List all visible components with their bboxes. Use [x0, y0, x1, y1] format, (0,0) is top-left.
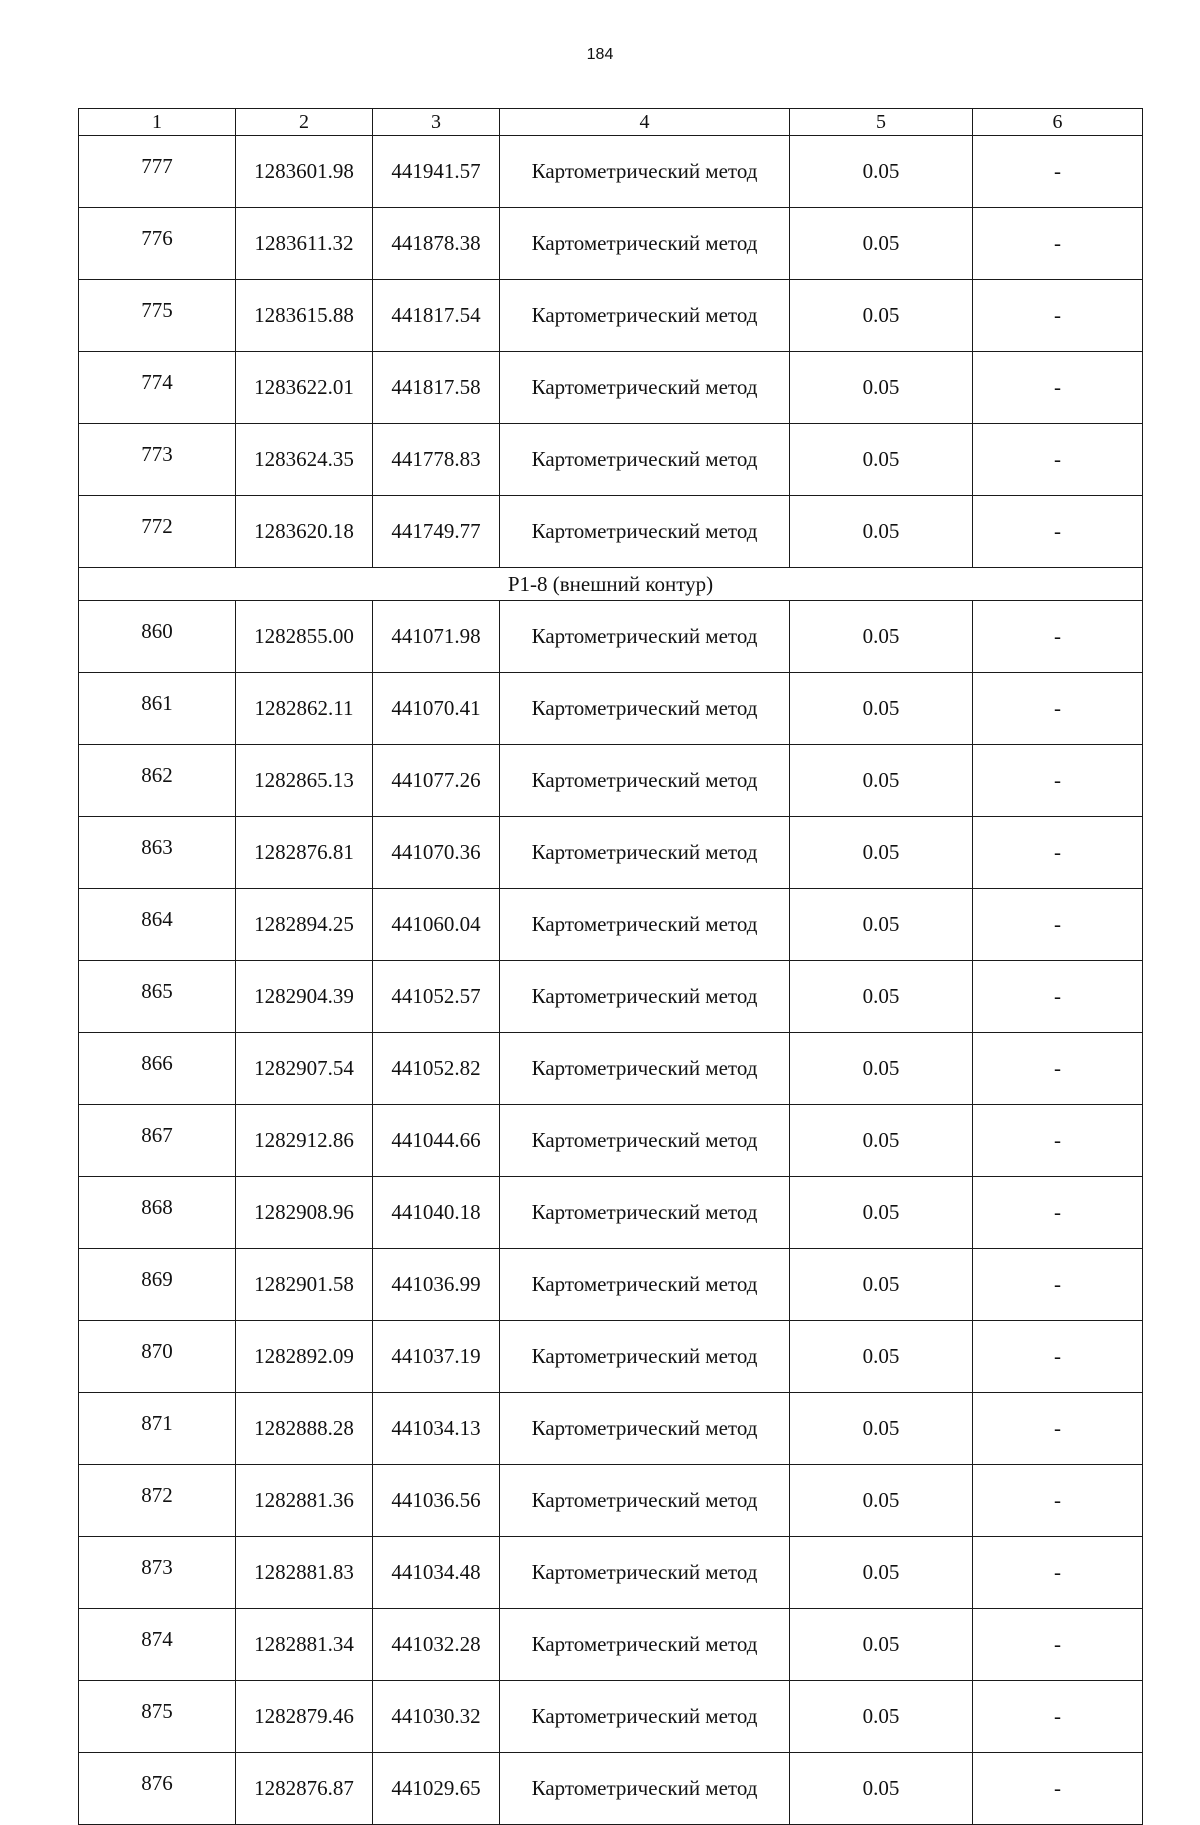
table-cell: Картометрический метод	[500, 1177, 790, 1249]
table-row	[79, 1609, 1143, 1681]
table-cell: -	[973, 1681, 1143, 1753]
table-cell: 441044.66	[373, 1105, 500, 1177]
table-cell: Картометрический метод	[500, 280, 790, 352]
table-cell: 441029.65	[373, 1753, 500, 1825]
table-cell: 1282876.81	[236, 817, 373, 889]
table-cell: Картометрический метод	[500, 136, 790, 208]
table-cell: 868	[79, 1177, 236, 1249]
table-cell: Картометрический метод	[500, 496, 790, 568]
table-cell: Картометрический метод	[500, 889, 790, 961]
table-cell: 0.05	[790, 745, 973, 817]
table-cell: -	[973, 1177, 1143, 1249]
table-cell: -	[973, 1249, 1143, 1321]
table-cell: 874	[79, 1609, 236, 1681]
table-cell: 1282862.11	[236, 673, 373, 745]
table-cell: -	[973, 280, 1143, 352]
table-cell: -	[973, 1393, 1143, 1465]
table-cell: Картометрический метод	[500, 1393, 790, 1465]
table-row	[79, 1537, 1143, 1609]
table-row	[79, 961, 1143, 1033]
table-cell: 0.05	[790, 1609, 973, 1681]
table-cell: 774	[79, 352, 236, 424]
table-row	[79, 280, 1143, 352]
table-cell: 873	[79, 1537, 236, 1609]
table-row	[79, 1465, 1143, 1537]
table-cell: 867	[79, 1105, 236, 1177]
page-number: 184	[586, 46, 614, 63]
table-cell: 866	[79, 1033, 236, 1105]
column-header: 2	[236, 109, 373, 136]
table-cell: 863	[79, 817, 236, 889]
table-cell: -	[973, 1105, 1143, 1177]
table-cell: 441040.18	[373, 1177, 500, 1249]
table-cell: -	[973, 1033, 1143, 1105]
column-header: 1	[79, 109, 236, 136]
table-cell: 1283622.01	[236, 352, 373, 424]
table-cell: 1282894.25	[236, 889, 373, 961]
table-header	[79, 109, 1143, 136]
table-cell: 0.05	[790, 1249, 973, 1321]
table-cell: -	[973, 961, 1143, 1033]
table-cell: 1282855.00	[236, 601, 373, 673]
table-cell: Картометрический метод	[500, 1681, 790, 1753]
table-cell: 441030.32	[373, 1681, 500, 1753]
table-row	[79, 1681, 1143, 1753]
table-cell: 0.05	[790, 352, 973, 424]
table-cell: 861	[79, 673, 236, 745]
table-cell: 441749.77	[373, 496, 500, 568]
table-row	[79, 352, 1143, 424]
table-row	[79, 817, 1143, 889]
table-cell: -	[973, 889, 1143, 961]
table-cell: 1282907.54	[236, 1033, 373, 1105]
table-cell: 0.05	[790, 136, 973, 208]
table-cell: Картометрический метод	[500, 424, 790, 496]
table-cell: 0.05	[790, 496, 973, 568]
table-cell: Картометрический метод	[500, 208, 790, 280]
table-cell: 776	[79, 208, 236, 280]
table-cell: 0.05	[790, 673, 973, 745]
table-cell: 1282892.09	[236, 1321, 373, 1393]
table-cell: 441036.99	[373, 1249, 500, 1321]
table-cell: 0.05	[790, 817, 973, 889]
table-cell: 441071.98	[373, 601, 500, 673]
table-row	[79, 1753, 1143, 1825]
table-cell: 864	[79, 889, 236, 961]
table-cell: 0.05	[790, 1105, 973, 1177]
table-cell: Картометрический метод	[500, 1537, 790, 1609]
table-cell: Картометрический метод	[500, 745, 790, 817]
table-cell: 1282888.28	[236, 1393, 373, 1465]
table-row	[79, 424, 1143, 496]
table-row	[79, 1177, 1143, 1249]
table-cell: 1283624.35	[236, 424, 373, 496]
table-cell: 1282876.87	[236, 1753, 373, 1825]
table-cell: 1283620.18	[236, 496, 373, 568]
table-cell: 441070.41	[373, 673, 500, 745]
table-cell: Картометрический метод	[500, 1249, 790, 1321]
table-cell: 0.05	[790, 208, 973, 280]
table-cell: -	[973, 1753, 1143, 1825]
table-cell: 876	[79, 1753, 236, 1825]
table-cell: Картометрический метод	[500, 352, 790, 424]
table-cell: 0.05	[790, 961, 973, 1033]
table-cell: Картометрический метод	[500, 1105, 790, 1177]
table-cell: 775	[79, 280, 236, 352]
table-cell: Картометрический метод	[500, 961, 790, 1033]
table-row	[79, 889, 1143, 961]
table-cell: -	[973, 496, 1143, 568]
table-cell: Картометрический метод	[500, 1753, 790, 1825]
table-cell: 0.05	[790, 1537, 973, 1609]
table-cell: -	[973, 601, 1143, 673]
table-row	[79, 1105, 1143, 1177]
table-cell: 1283601.98	[236, 136, 373, 208]
table-cell: 441052.82	[373, 1033, 500, 1105]
table-cell: 441817.58	[373, 352, 500, 424]
table-row	[79, 136, 1143, 208]
table-cell: 872	[79, 1465, 236, 1537]
table-cell: 772	[79, 496, 236, 568]
coordinates-table	[78, 108, 1143, 1825]
table-row	[79, 496, 1143, 568]
table-row	[79, 1249, 1143, 1321]
table-cell: -	[973, 1537, 1143, 1609]
table-cell: 777	[79, 136, 236, 208]
table-cell: 0.05	[790, 889, 973, 961]
table-cell: 441037.19	[373, 1321, 500, 1393]
table-cell: 865	[79, 961, 236, 1033]
table-cell: 441778.83	[373, 424, 500, 496]
table-cell: 1282904.39	[236, 961, 373, 1033]
table-cell: 1282881.83	[236, 1537, 373, 1609]
table-cell: Картометрический метод	[500, 1465, 790, 1537]
table-cell: 1282881.36	[236, 1465, 373, 1537]
table-cell: 1283611.32	[236, 208, 373, 280]
table-row	[79, 1033, 1143, 1105]
table-cell: 0.05	[790, 1321, 973, 1393]
table-cell: 1282879.46	[236, 1681, 373, 1753]
table-cell: Картометрический метод	[500, 673, 790, 745]
table-cell: 871	[79, 1393, 236, 1465]
table-cell: 441070.36	[373, 817, 500, 889]
table-cell: 875	[79, 1681, 236, 1753]
column-header: 6	[973, 109, 1143, 136]
table-cell: 1282865.13	[236, 745, 373, 817]
table-cell: Картометрический метод	[500, 1609, 790, 1681]
section-title: Р1-8 (внешний контур)	[79, 568, 1143, 601]
table-cell: 441077.26	[373, 745, 500, 817]
column-header: 5	[790, 109, 973, 136]
table-cell: 441052.57	[373, 961, 500, 1033]
table-cell: -	[973, 136, 1143, 208]
table-cell: -	[973, 1321, 1143, 1393]
table-cell: Картометрический метод	[500, 1033, 790, 1105]
table-cell: 773	[79, 424, 236, 496]
column-header: 3	[373, 109, 500, 136]
table-cell: 0.05	[790, 601, 973, 673]
table-cell: -	[973, 352, 1143, 424]
table-cell: 869	[79, 1249, 236, 1321]
table-cell: 860	[79, 601, 236, 673]
table-cell: Картометрический метод	[500, 817, 790, 889]
table-cell: 0.05	[790, 424, 973, 496]
table-cell: -	[973, 745, 1143, 817]
table-cell: 862	[79, 745, 236, 817]
table-cell: 0.05	[790, 1177, 973, 1249]
table-cell: 441878.38	[373, 208, 500, 280]
table-row	[79, 745, 1143, 817]
table-cell: 1282908.96	[236, 1177, 373, 1249]
table-cell: 0.05	[790, 1681, 973, 1753]
table-cell: -	[973, 1609, 1143, 1681]
table-cell: 441032.28	[373, 1609, 500, 1681]
table-cell: 441034.13	[373, 1393, 500, 1465]
table-cell: 1282912.86	[236, 1105, 373, 1177]
table-cell: 441034.48	[373, 1537, 500, 1609]
table-cell: -	[973, 424, 1143, 496]
table-cell: 1282901.58	[236, 1249, 373, 1321]
table-cell: 441060.04	[373, 889, 500, 961]
table-cell: 441036.56	[373, 1465, 500, 1537]
table-cell: -	[973, 208, 1143, 280]
table-cell: 1282881.34	[236, 1609, 373, 1681]
table-cell: 1283615.88	[236, 280, 373, 352]
column-header: 4	[500, 109, 790, 136]
table-cell: -	[973, 673, 1143, 745]
table-cell: 0.05	[790, 1753, 973, 1825]
table-cell: -	[973, 1465, 1143, 1537]
table-cell: 0.05	[790, 1033, 973, 1105]
table-row	[79, 1321, 1143, 1393]
table-cell: 0.05	[790, 1393, 973, 1465]
table-cell: 0.05	[790, 1465, 973, 1537]
table-cell: 0.05	[790, 280, 973, 352]
table-body	[79, 136, 1143, 1825]
header-row	[79, 109, 1143, 136]
table-cell: Картометрический метод	[500, 1321, 790, 1393]
table-cell: 441817.54	[373, 280, 500, 352]
table-row	[79, 208, 1143, 280]
table-row	[79, 601, 1143, 673]
table-cell: Картометрический метод	[500, 601, 790, 673]
table-row	[79, 1393, 1143, 1465]
table-cell: 441941.57	[373, 136, 500, 208]
section-row	[79, 568, 1143, 601]
table-row	[79, 673, 1143, 745]
table-cell: 870	[79, 1321, 236, 1393]
table-cell: -	[973, 817, 1143, 889]
